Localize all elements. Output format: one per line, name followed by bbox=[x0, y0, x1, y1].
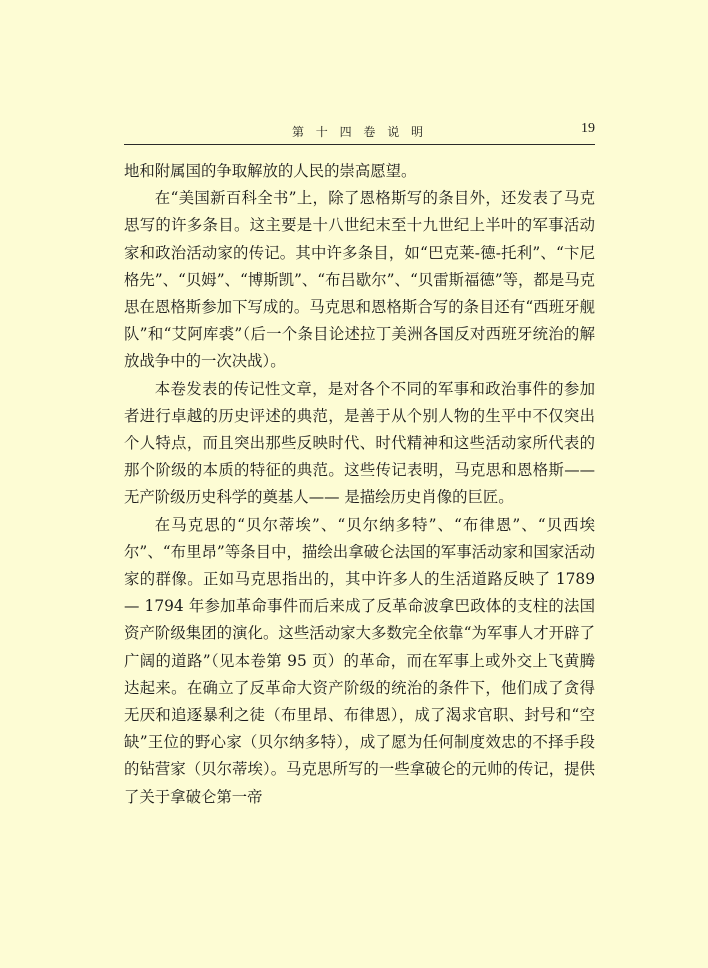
paragraph: 本卷发表的传记性文章，是对各个不同的军事和政治事件的参加者进行卓越的历史评述的典范，是善于从个别人物的生平中不仅突出个人特点，而且突出那些反映时代、时代精神和这些活动家所代表的那个阶级的本质的特征的典范。这些传记表明，马克思和恩格斯—— 无产阶级历史科学的奠基人—— 是描绘历史肖像的巨匠。 bbox=[124, 379, 595, 507]
paragraph: 在“美国新百科全书”上，除了恩格斯写的条目外，还发表了马克思写的许多条目。这主要是十八世纪末至十九世纪上半叶的军事活动家和政治活动家的传记。其中许多条目，如“巴克莱-德-托利”、“卞尼格先”、“贝姆”、“博斯凯”、“布吕歇尔”、“贝雷斯福德”等，都是马克思在恩格斯参加下写成的。马克思和恩格斯合写的条目还有“西班牙舰队”和“艾阿库裘”（后一个条目论述拉丁美洲各国反对西班牙统治的解放战争中的一次决战）。 bbox=[124, 189, 595, 371]
page-number: 19 bbox=[581, 121, 595, 136]
paragraph: 在马克思的“贝尔蒂埃”、“贝尔纳多特”、“布律恩”、“贝西埃尔”、“布里昂”等条目中，描绘出拿破仑法国的军事活动家和国家活动家的群像。正如马克思指出的，其中许多人的生活道路反映了 1789— 1794 年参加革命事件而后来成了反革命波拿巴政体的支柱的法国资产阶级集团的演化。这些活动家大多数完全依靠“为军事人才开辟了广阔的道路”（见本卷第 95 页）的革命，而在军事上或外交上飞黄腾达起来。在确立了反革命大资产阶级的统治的条件下，他们成了贪得无厌和追逐暴利之徒（布里昂、布律恩），成了渴求官职、封号和“空缺”王位的野心家（贝尔纳多特），成了愿为任何制度效忠的不择手段的钻营家（贝尔蒂埃）。马克思所写的一些拿破仑的元帅的传记，提供了关于拿破仑第一帝 bbox=[124, 515, 595, 806]
body-text bbox=[124, 158, 595, 811]
running-title: 第 十 四 卷 说 明 bbox=[291, 125, 428, 139]
page-header bbox=[124, 116, 595, 145]
paragraph-continuation: 地和附属国的争取解放的人民的崇高愿望。 bbox=[124, 162, 417, 180]
